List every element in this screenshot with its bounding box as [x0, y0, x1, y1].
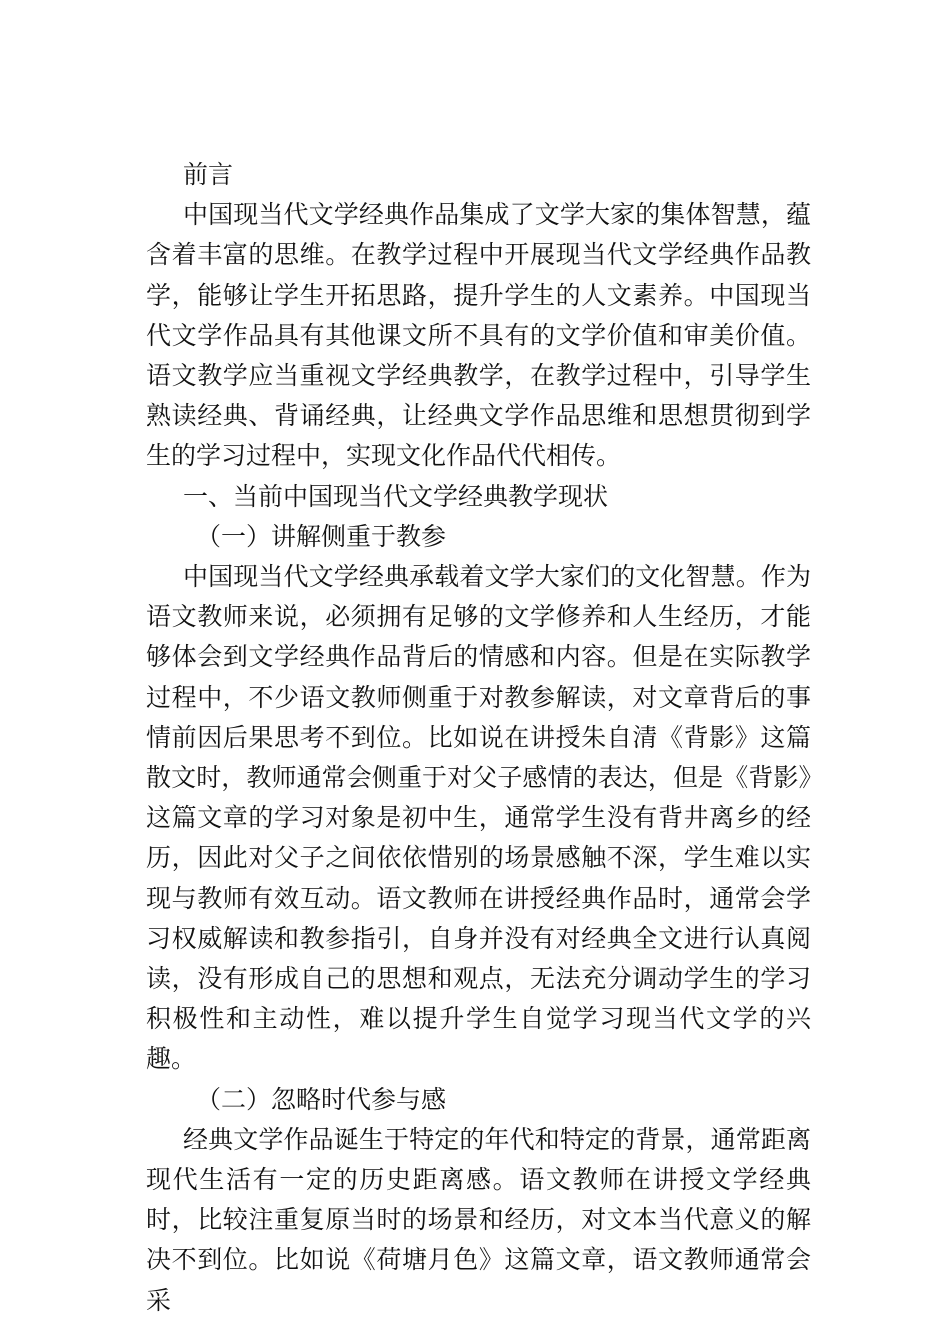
subsection-paragraph: 中国现当代文学经典承载着文学大家们的文化智慧。作为语文教师来说，必须拥有足够的文学修养和人生经历，才能够体会到文学经典作品背后的情感和内容。但是在实际教学过程中，不少语文教师侧重于对教参解读，对文章背后的事情前因后果思考不到位。比如说在讲授朱自清《背影》这篇散文时，教师通常会侧重于对父子感情的表达，但是《背影》这篇文章的学习对象是初中生，通常学生没有背井离乡的经历，因此对父子之间依依惜别的场景感触不深，学生难以实现与教师有效互动。语文教师在讲授经典作品时，通常会学习权威解读和教参指引，自身并没有对经典全文进行认真阅读，没有形成自己的思想和观点，无法充分调动学生的学习积极性和主动性，难以提升学生自觉学习现当代文学的兴趣。 — [146, 562, 811, 1074]
document-body — [146, 155, 811, 1321]
subsection-heading: （二）忽略时代参与感 — [196, 1084, 447, 1114]
intro-paragraph: 中国现当代文学经典作品集成了文学大家的集体智慧，蕴含着丰富的思维。在教学过程中开展现当代文学经典作品教学，能够让学生开拓思路，提升学生的人文素养。中国现当代文学作品具有其他课文所不具有的文学价值和审美价值。语文教学应当重视文学经典教学，在教学过程中，引导学生熟读经典、背诵经典，让经典文学作品思维和思想贯彻到学生的学习过程中，实现文化作品代代相传。 — [146, 200, 811, 471]
section-heading: 一、当前中国现当代文学经典教学现状 — [183, 481, 609, 511]
foreword-heading: 前言 — [183, 160, 234, 189]
subsection-paragraph: 经典文学作品诞生于特定的年代和特定的背景，通常距离现代生活有一定的历史距离感。语文教师在讲授文学经典时，比较注重复原当时的场景和经历，对文本当代意义的解决不到位。比如说《荷塘月色》这篇文章，语文教师通常会采 — [146, 1124, 811, 1315]
subsection-heading: （一）讲解侧重于教参 — [196, 521, 447, 551]
